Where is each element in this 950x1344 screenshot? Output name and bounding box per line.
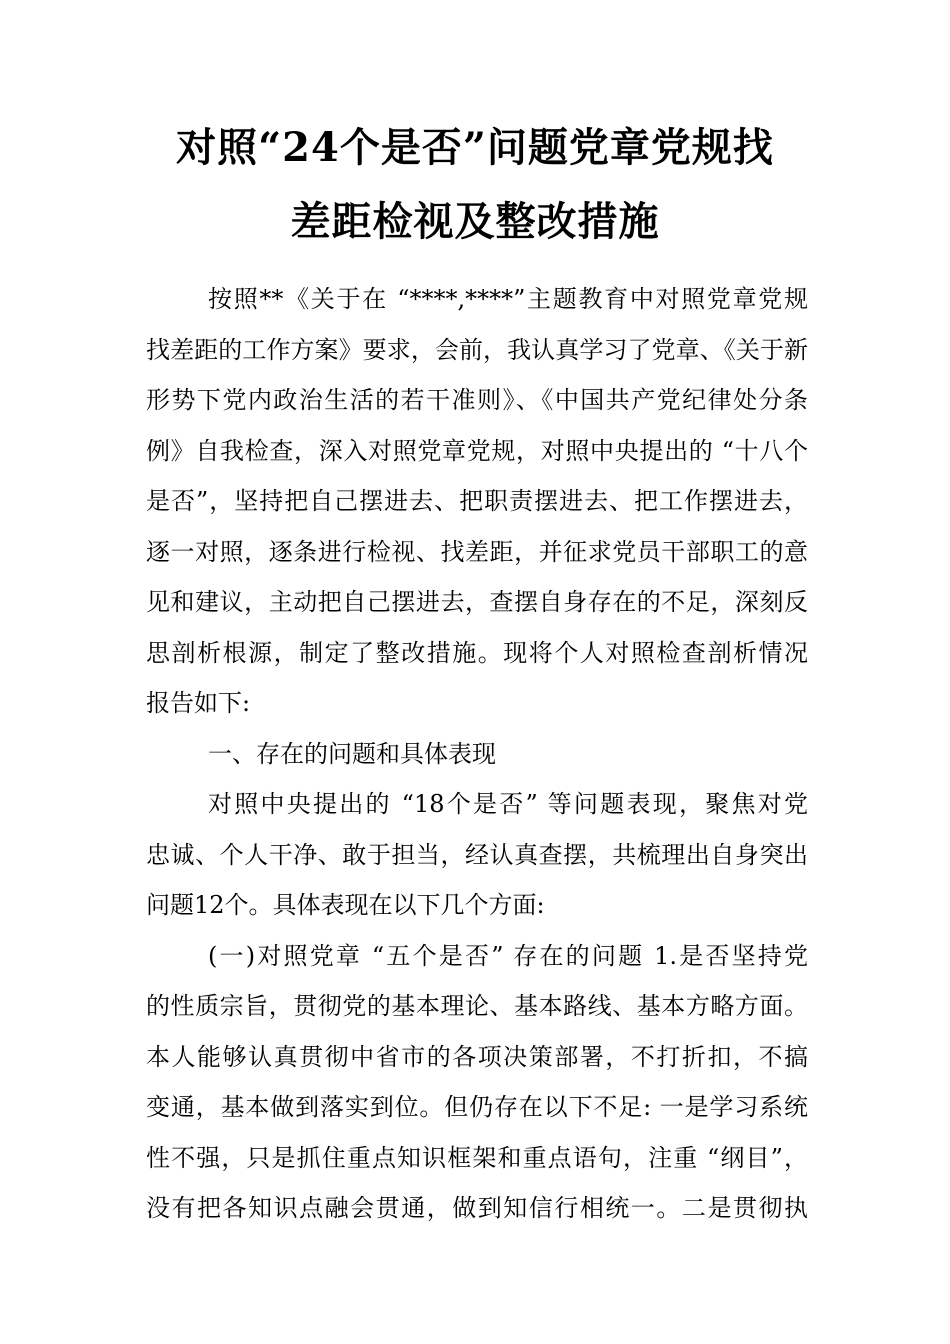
paragraph-line: 逐一对照，逐条进行检视、找差距，并征求党员干部职工的意 bbox=[146, 537, 808, 566]
paragraph-line: 的性质宗旨，贯彻党的基本理论、基本路线、基本方略方面。 bbox=[146, 992, 808, 1020]
paragraph-line: 找差距的工作方案》要求，会前，我认真学习了党章、《关于新 bbox=[146, 335, 808, 364]
paragraph-line: 见和建议，主动把自己摆进去，查摆自身存在的不足，深刻反 bbox=[146, 588, 808, 616]
document-title-line-1: 对照“24个是否”问题党章党规找 bbox=[176, 124, 774, 171]
section-heading: 一、存在的问题和具体表现 bbox=[208, 739, 496, 768]
document-body bbox=[146, 282, 808, 1242]
paragraph-line: 例》自我检查，深入对照党章党规，对照中央提出的 “十八个 bbox=[146, 436, 808, 465]
paragraph-line: 是否”，坚持把自己摆进去、把职责摆进去、把工作摆进去， bbox=[146, 487, 808, 515]
paragraph-line: 本人能够认真贯彻中省市的各项决策部署，不打折扣，不搞 bbox=[146, 1042, 808, 1071]
paragraph-line: 没有把各知识点融会贯通，做到知信行相统一。二是贯彻执 bbox=[146, 1194, 808, 1222]
paragraph-line: 按照**《关于在 “****,****”主题教育中对照党章党规 bbox=[208, 285, 808, 313]
paragraph-line: 性不强，只是抓住重点知识框架和重点语句，注重 “纲目”， bbox=[146, 1143, 808, 1172]
paragraph-line: 变通，基本做到落实到位。但仍存在以下不足: 一是学习系统 bbox=[146, 1093, 808, 1121]
paragraph-line: 报告如下: bbox=[146, 689, 251, 717]
paragraph-line: 问题12个。具体表现在以下几个方面: bbox=[146, 891, 545, 919]
paragraph-line: (一)对照党章 “五个是否” 存在的问题 1.是否坚持党 bbox=[208, 941, 808, 970]
paragraph-line: 对照中央提出的 “18个是否” 等问题表现，聚焦对党 bbox=[208, 790, 808, 818]
paragraph-line: 思剖析根源，制定了整改措施。现将个人对照检查剖析情况 bbox=[146, 638, 808, 667]
paragraph-line: 形势下党内政治生活的若干准则》、《中国共产党纪律处分条 bbox=[146, 386, 808, 414]
document-title-line-2: 差距检视及整改措施 bbox=[290, 198, 660, 245]
paragraph-line: 忠诚、个人干净、敢于担当，经认真查摆，共梳理出自身突出 bbox=[146, 840, 808, 869]
